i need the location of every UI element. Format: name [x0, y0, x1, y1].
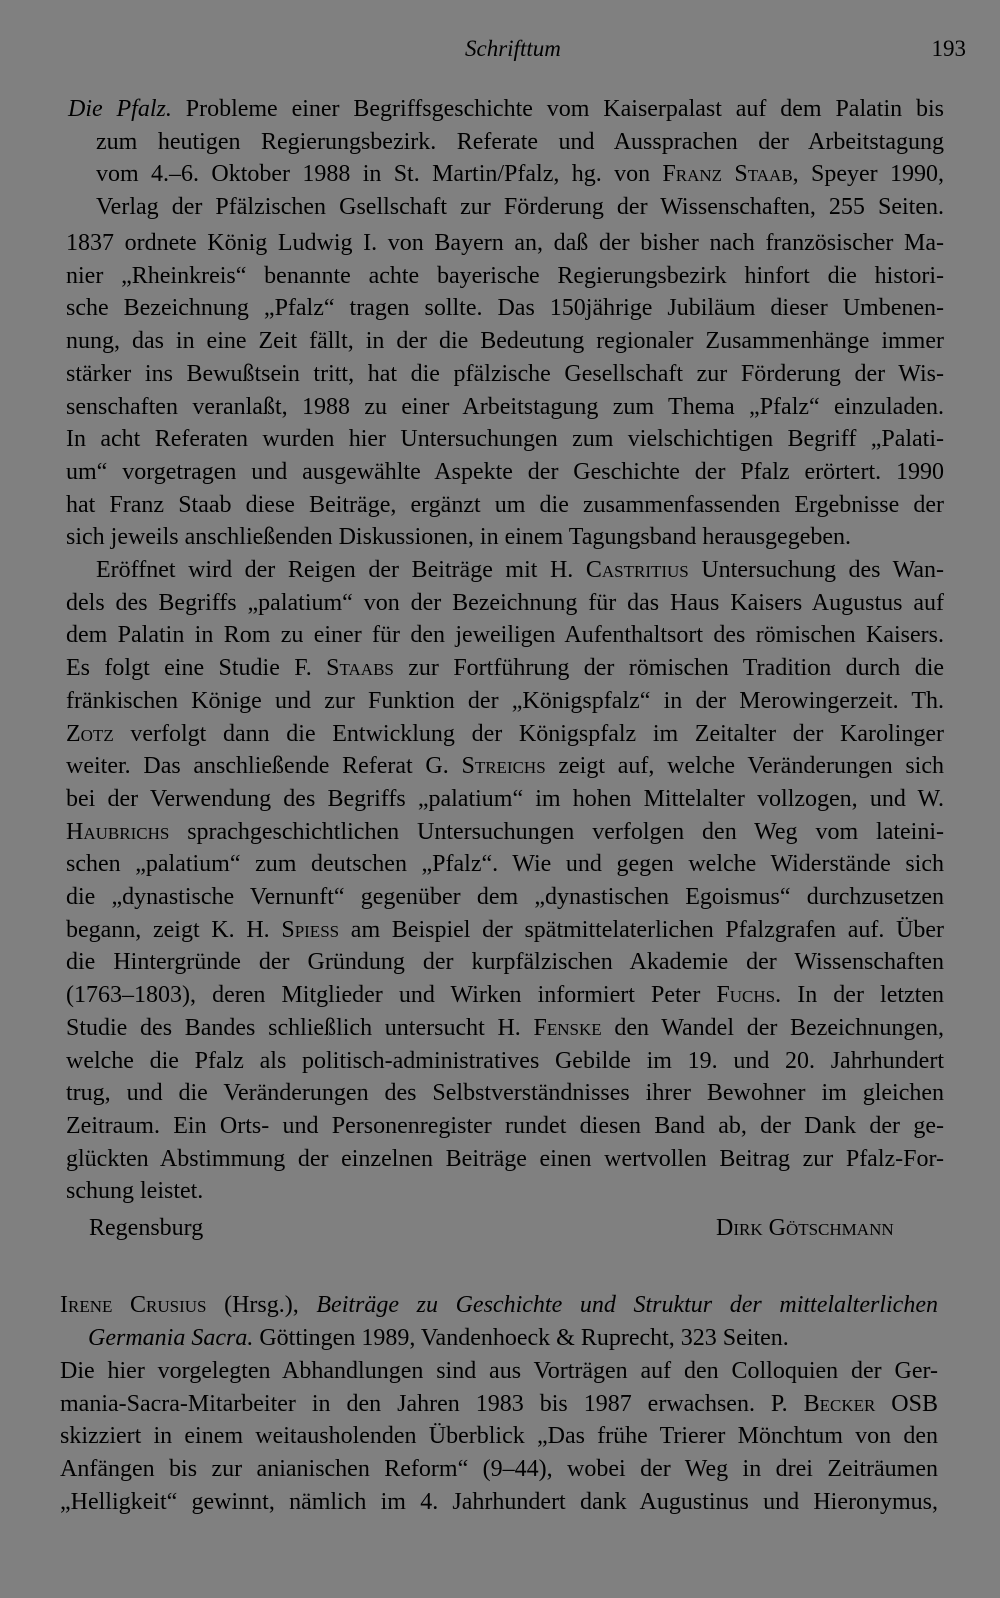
body-line-span: mania-Sacra-Mitarbeiter in den Jahren 1983 bis 1987 erwachsen. P. — [60, 1390, 804, 1417]
body-line — [66, 260, 944, 293]
body-line — [66, 456, 944, 489]
body-line-span: dels des Begriffs „palatium“ von der Bezeichnung für das Haus Kaisers Augustus auf — [66, 589, 944, 616]
body-line-span: In acht Referaten wurden hier Untersuchungen zum vielschichtigen Begriff „Palati- — [66, 426, 944, 453]
citation-line — [60, 1289, 938, 1322]
body-line-span: senschaften veranlaßt, 1988 zu einer Arbeitstagung zum Thema „Pfalz“ einzuladen. — [66, 393, 944, 420]
body-line-span: Zeitraum. Ein Orts- und Personenregister rundet diesen Band ab, der Dank der ge- — [66, 1112, 944, 1139]
body-line-span: Studie des Bandes schließlich untersucht H. — [66, 1014, 534, 1041]
body-line — [60, 1486, 938, 1519]
body-line-span: 1837 ordnete König Ludwig I. von Bayern an, daß der bisher nach französischer Ma- — [66, 230, 944, 256]
body-line-span: die Hintergründe der Gründung der kurpfälzischen Akademie der Wissenschaften — [66, 949, 944, 976]
body-line — [66, 1143, 944, 1176]
body-line — [66, 358, 944, 391]
citation-line-span: Göttingen 1989, Vandenhoeck & Ruprecht, 323 Seiten. — [253, 1324, 789, 1351]
body-line-span: fränkischen Könige und zur Funktion der „Königspfalz“ in der Merowingerzeit. Th. — [66, 687, 944, 714]
body-line-span: Die hier vorgelegten Abhandlungen sind aus Vorträgen auf den Colloquien der Ger- — [60, 1358, 938, 1384]
body-line-span: begann, zeigt K. H. — [66, 916, 282, 943]
citation-line — [96, 191, 944, 224]
body-line — [66, 848, 944, 881]
body-line — [66, 718, 944, 751]
body-line — [60, 1420, 938, 1453]
body-line — [66, 946, 944, 979]
running-title: Schrifttum — [465, 36, 561, 61]
citation-line-span: Verlag der Pfälzischen Gsellschaft zur Förderung der Wissenschaften, 255 Seiten. — [96, 194, 944, 221]
body-line-span: Zotz — [66, 720, 114, 747]
body-line-span: am Beispiel der spätmittelaterlichen Pfalzgrafen auf. Über — [339, 916, 944, 943]
body-line-span: Fuchs — [716, 982, 776, 1009]
body-line — [66, 914, 944, 947]
body-line-span: Anfängen bis zur anianischen Reform“ (9–44), wobei der Weg in drei Zeiträumen — [60, 1456, 938, 1483]
body-line-span: Eröffnet wird der Reigen der Beiträge mit H. — [96, 557, 586, 583]
body-line — [66, 1175, 944, 1208]
body-line — [66, 881, 944, 914]
body-line-span: skizziert in einem weitausholenden Überblick „Das frühe Trierer Mönchtum von den — [60, 1423, 938, 1450]
body-line — [66, 750, 944, 783]
body-line — [66, 1110, 944, 1143]
body-line — [96, 554, 944, 587]
citation-line-span: vom 4.–6. Oktober 1988 in St. Martin/Pfalz, hg. von — [96, 161, 663, 188]
body-line-span: weiter. Das anschließende Referat G. — [66, 753, 462, 780]
body-line — [60, 1388, 938, 1421]
citation-line — [96, 158, 944, 191]
body-line-span: Haubrichs — [66, 818, 170, 845]
body-line — [66, 521, 944, 554]
body-line — [60, 1453, 938, 1486]
citation-line-span: Germania Sacra. — [88, 1324, 254, 1351]
reviewer-city: Regensburg — [89, 1215, 204, 1241]
body-line-span: um“ vorgetragen und ausgewählte Aspekte der Geschichte der Pfalz erörtert. 1990 — [66, 458, 944, 485]
citation-line-span: Franz Staab — [662, 161, 793, 188]
body-line — [66, 783, 944, 816]
body-line-span: Streichs — [461, 753, 546, 780]
body-line-span: stärker ins Bewußtsein tritt, hat die pfälzische Gesellschaft zur Förderung der Wis- — [66, 360, 944, 387]
body-line-span: zur Fortführung der römischen Tradition durch die — [393, 655, 945, 682]
body-line — [66, 1012, 944, 1045]
citation-line-span: Die Pfalz. — [68, 96, 172, 122]
body-line-span: Untersuchung des Wan- — [688, 557, 944, 583]
body-line-span: Fenske — [533, 1014, 602, 1041]
body-line — [66, 816, 944, 849]
body-line-span: schung leistet. — [66, 1178, 204, 1205]
body-line-span: sprachgeschichtlichen Untersuchungen verfolgen den Weg vom lateini- — [169, 818, 944, 845]
citation-line — [96, 126, 944, 159]
body-line — [66, 423, 944, 456]
citation-line-span: (Hrsg.), — [206, 1292, 317, 1318]
body-line-span: sche Bezeichnung „Pfalz“ tragen sollte. Das 150jährige Jubiläum dieser Umbenen- — [66, 295, 944, 322]
body-line — [66, 685, 944, 718]
body-line-span: verfolgt dann die Entwicklung der Königspfalz im Zeitalter der Karolinger — [113, 720, 944, 747]
citation-line-span: , Speyer 1990, — [792, 161, 944, 188]
body-line — [66, 1045, 944, 1078]
body-line-span: glückten Abstimmung der einzelnen Beiträge einen wertvollen Beitrag zur Pfalz-For- — [66, 1145, 944, 1172]
page-number: 193 — [931, 36, 966, 61]
body-line-span: Becker — [803, 1390, 876, 1417]
citation-line-span: Beiträge zu Geschichte und Struktur der mittelalterlichen — [316, 1292, 938, 1318]
body-line — [66, 1077, 944, 1110]
body-line-span: trug, und die Veränderungen des Selbstverständnisses ihrer Bewohner im gleichen — [66, 1080, 944, 1107]
body-line — [66, 587, 944, 620]
body-line-span: „Helligkeit“ gewinnt, nämlich im 4. Jahrhundert dank Augustinus und Hieronymus, — [60, 1488, 938, 1515]
body-line — [66, 619, 944, 652]
body-line-span: zeigt auf, welche Veränderungen sich — [545, 753, 945, 780]
citation-line-span: zum heutigen Regierungsbezirk. Referate und Aussprachen der Arbeitstagung — [96, 128, 944, 155]
body-line-span: nier „Rheinkreis“ benannte achte bayerische Regierungsbezirk hinfort die histori- — [66, 262, 944, 289]
body-line — [66, 292, 944, 325]
body-line-span: Spiess — [281, 916, 340, 943]
body-line — [66, 325, 944, 358]
body-line-span: schen „palatium“ zum deutschen „Pfalz“. Wie und gegen welche Widerstände sich — [66, 851, 944, 878]
body-line — [66, 227, 944, 260]
citation-line-span: Irene Crusius — [60, 1292, 207, 1318]
body-line-span: welche die Pfalz als politisch-administratives Gebilde im 19. und 20. Jahrhundert — [66, 1047, 944, 1074]
body-line-span: hat Franz Staab diese Beiträge, ergänzt um die zusammenfassenden Ergebnisse der — [66, 491, 944, 518]
citation-line — [68, 93, 944, 126]
body-line-span: Es folgt eine Studie F. — [66, 655, 327, 682]
body-line-span: Castritius — [585, 557, 689, 583]
running-header — [0, 36, 1000, 68]
citation-line-span: Probleme einer Begriffsgeschichte vom Kaiserpalast auf dem Palatin bis — [171, 96, 944, 122]
body-line — [66, 652, 944, 685]
body-line-span: bei der Verwendung des Begriffs „palatium“ im hohen Mittelalter vollzogen, und W. — [66, 785, 944, 812]
body-line-span: OSB — [875, 1390, 938, 1417]
body-line — [60, 1355, 938, 1388]
body-line — [66, 391, 944, 424]
body-line-span: nung, das in eine Zeit fällt, in der die Bedeutung regionaler Zusammenhänge immer — [66, 328, 944, 355]
body-line-span: . In der letzten — [775, 982, 944, 1009]
body-line — [66, 489, 944, 522]
body-line-span: dem Palatin in Rom zu einer für den jeweiligen Aufenthaltsort des römischen Kaisers. — [66, 622, 944, 649]
body-line-span: sich jeweils anschließenden Diskussionen, in einem Tagungsband herausgegeben. — [66, 524, 852, 551]
body-line-span: den Wandel der Bezeichnungen, — [601, 1014, 944, 1041]
body-line — [66, 979, 944, 1012]
reviewer-name: Dirk Götschmann — [716, 1215, 894, 1241]
body-line-span: Staabs — [326, 655, 394, 682]
body-line-span: die „dynastische Vernunft“ gegenüber dem „dynastischen Egoismus“ durchzusetzen — [66, 884, 944, 910]
body-line-span: (1763–1803), deren Mitglieder und Wirken informiert Peter — [66, 982, 717, 1009]
citation-line — [88, 1322, 938, 1355]
